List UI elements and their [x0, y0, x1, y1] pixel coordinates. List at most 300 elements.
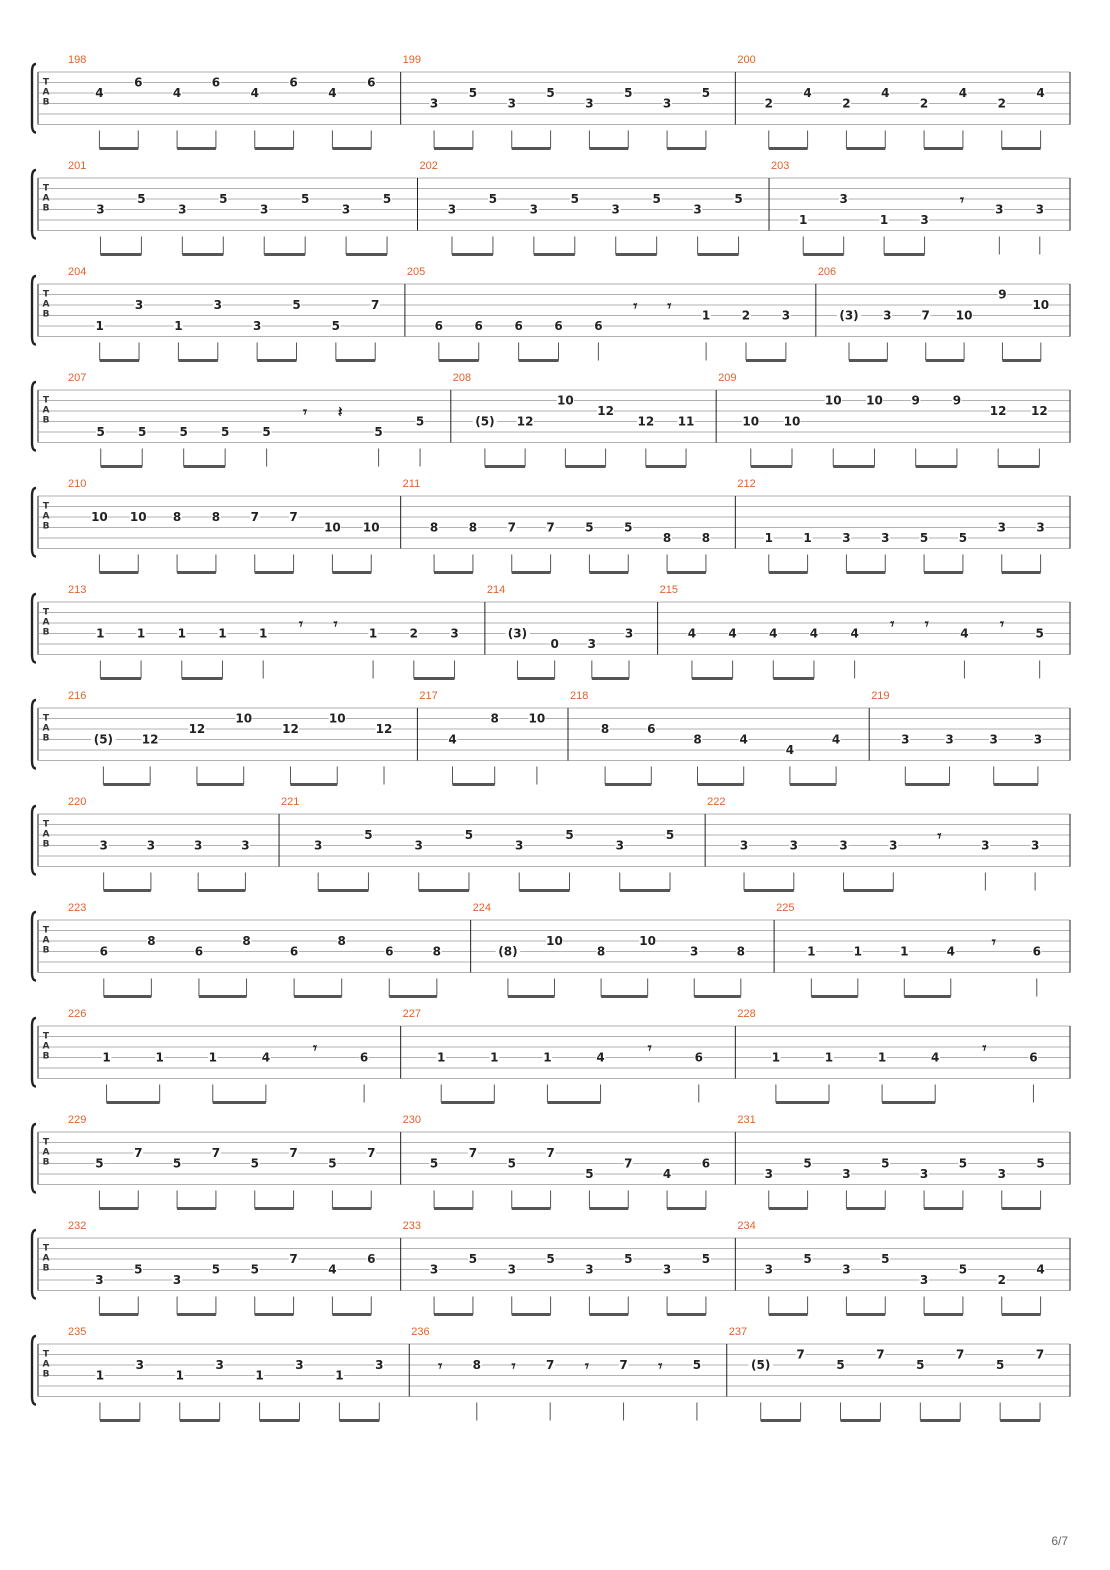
fret-number: 7	[211, 1146, 221, 1160]
fret-number: 3	[587, 637, 597, 651]
fret-number: 3	[901, 732, 910, 747]
fret-number: 7	[134, 1146, 143, 1160]
fret-number: 6	[514, 319, 523, 333]
fret-number: 2	[997, 1273, 1006, 1287]
fret-number: 6	[1029, 1050, 1038, 1065]
staff-system	[32, 902, 1070, 997]
fret-number: 3	[178, 202, 187, 217]
fret-number: 5	[134, 1262, 143, 1277]
staff-system	[32, 1326, 1070, 1421]
page-number: 6/7	[1051, 1534, 1068, 1548]
staff-system	[32, 372, 1070, 467]
fret-number: 0	[550, 637, 559, 651]
fret-number: 1	[543, 1050, 552, 1065]
fret-number: 1	[771, 1050, 781, 1065]
fret-number: (5)	[93, 732, 114, 747]
fret-number: 7	[876, 1347, 885, 1362]
fret-number: 8	[693, 732, 702, 747]
fret-number: 8	[337, 934, 346, 948]
tab-clef-letter: A	[42, 405, 50, 416]
fret-number: 3	[172, 1273, 182, 1287]
fret-number: 5	[250, 1262, 259, 1277]
fret-number: 5	[292, 298, 301, 312]
fret-number: 2	[842, 96, 851, 111]
measure-number: 237	[728, 1326, 748, 1338]
fret-number: (5)	[751, 1358, 771, 1372]
rest-symbol: 𝄽	[337, 403, 343, 421]
measure-number: 234	[737, 1220, 756, 1232]
fret-number: 8	[490, 711, 499, 726]
fret-number: 3	[881, 531, 890, 545]
fret-number: 10	[557, 393, 574, 408]
fret-number: 4	[728, 626, 737, 641]
measure-number: 224	[472, 902, 491, 914]
fret-number: 3	[1030, 838, 1040, 853]
fret-number: 5	[464, 828, 474, 842]
tab-clef-letter: T	[42, 1137, 50, 1148]
measure-number: 209	[718, 372, 737, 384]
fret-number: 8	[429, 520, 439, 535]
staff-bracket	[32, 1230, 36, 1299]
measure-number: 225	[776, 902, 795, 914]
fret-number: 10	[528, 711, 546, 726]
measure-number: 230	[402, 1114, 422, 1126]
fret-number: 5	[546, 1252, 555, 1266]
fret-number: 3	[662, 96, 672, 111]
fret-number: 12	[375, 722, 393, 736]
rest-symbol: 𝄾	[959, 191, 964, 209]
fret-number: 5	[220, 425, 230, 439]
fret-number: 5	[701, 86, 711, 100]
fret-number: 1	[803, 531, 812, 545]
fret-number: 3	[314, 838, 323, 853]
fret-number: 5	[958, 1156, 968, 1171]
fret-number: 3	[146, 838, 156, 853]
fret-number: 5	[624, 520, 633, 535]
tab-clef-letter: B	[42, 733, 50, 744]
measure-number: 213	[68, 584, 87, 596]
rest-symbol: 𝄾	[924, 615, 929, 633]
fret-number: 1	[877, 1050, 887, 1065]
staff-bracket	[32, 64, 36, 133]
fret-number: 4	[687, 626, 697, 641]
fret-number: 4	[172, 86, 182, 100]
measure-number: 217	[419, 690, 438, 702]
fret-number: 3	[429, 96, 439, 111]
measure-number: 200	[737, 54, 756, 66]
rest-symbol: 𝄾	[982, 1039, 987, 1057]
fret-number: 3	[764, 1262, 773, 1277]
fret-number: 10	[955, 308, 973, 323]
fret-number: 6	[134, 75, 143, 90]
tab-clef-letter: T	[42, 713, 50, 724]
fret-number: 5	[468, 1252, 478, 1266]
fret-number: 6	[594, 319, 603, 333]
rest-symbol: 𝄾	[298, 615, 303, 633]
fret-number: 3	[842, 1167, 851, 1181]
fret-number: (5)	[475, 414, 495, 429]
tab-clef-letter: B	[42, 1369, 50, 1380]
fret-number: 8	[211, 510, 221, 524]
fret-number: 6	[694, 1050, 703, 1065]
staff-bracket	[32, 382, 36, 451]
tab-clef-letter: T	[42, 289, 50, 300]
fret-number: 7	[619, 1358, 628, 1372]
measure-number: 210	[68, 478, 87, 490]
fret-number: 5	[172, 1156, 182, 1171]
fret-number: 1	[136, 626, 146, 641]
staff-bracket	[32, 700, 36, 769]
fret-number: 5	[652, 192, 661, 206]
fret-number: 6	[367, 75, 376, 90]
fret-number: 5	[624, 1252, 633, 1266]
rest-symbol: 𝄾	[647, 1039, 652, 1057]
tab-clef-letter: B	[42, 839, 50, 850]
rest-symbol: 𝄾	[658, 1357, 663, 1375]
staff-bracket	[32, 1018, 36, 1087]
fret-number: 3	[615, 838, 624, 853]
tab-clef-letter: A	[42, 1253, 50, 1264]
fret-number: 7	[289, 510, 298, 524]
fret-number: 6	[367, 1252, 376, 1266]
tab-clef-letter: A	[42, 1147, 50, 1158]
measure-number: 198	[68, 54, 87, 66]
fret-number: 7	[371, 298, 380, 312]
fret-number: 1	[175, 1368, 184, 1383]
fret-number: 3	[414, 838, 423, 853]
fret-number: 3	[1035, 202, 1044, 217]
fret-number: 5	[585, 1167, 594, 1181]
staff-bracket	[32, 912, 36, 981]
fret-number: 10	[824, 393, 842, 408]
rest-symbol: 𝄾	[991, 933, 996, 951]
fret-number: 3	[529, 202, 539, 217]
fret-number: 4	[809, 626, 819, 641]
fret-number: 5	[803, 1156, 812, 1171]
tab-clef-letter: T	[42, 77, 50, 88]
measure-number: 203	[771, 160, 790, 172]
fret-number: 5	[96, 425, 105, 439]
fret-number: 12	[141, 732, 159, 747]
fret-number: 4	[958, 86, 968, 100]
fret-number: 1	[96, 626, 105, 641]
measure-number: 218	[570, 690, 589, 702]
fret-number: (3)	[839, 308, 859, 323]
fret-number: 3	[260, 202, 269, 217]
fret-number: 5	[137, 192, 146, 206]
measure-number: 236	[411, 1326, 430, 1338]
measure-number: 202	[419, 160, 438, 172]
fret-number: 8	[701, 531, 711, 545]
fret-number: 1	[368, 626, 378, 641]
fret-number: 1	[807, 944, 816, 959]
fret-number: 5	[382, 192, 392, 206]
rest-symbol: 𝄾	[890, 615, 895, 633]
staff-bracket	[32, 806, 36, 875]
fret-number: 1	[95, 319, 104, 333]
tab-clef-letter: A	[42, 723, 50, 734]
tab-clef-letter: T	[42, 501, 50, 512]
rest-symbol: 𝄾	[584, 1357, 589, 1375]
fret-number: 7	[1035, 1347, 1045, 1362]
fret-number: 3	[96, 202, 105, 217]
fret-number: 7	[507, 520, 516, 535]
fret-number: 12	[597, 404, 614, 418]
fret-number: 3	[919, 1167, 929, 1181]
fret-number: 4	[250, 86, 259, 100]
fret-number: 6	[289, 944, 299, 959]
fret-number: 3	[842, 1262, 851, 1277]
fret-number: 5	[995, 1358, 1005, 1372]
fret-number: 3	[989, 732, 998, 747]
fret-number: (8)	[498, 944, 518, 959]
fret-number: 5	[364, 828, 373, 842]
fret-number: 3	[842, 531, 851, 545]
fret-number: 3	[920, 213, 929, 227]
fret-number: 5	[507, 1156, 516, 1171]
measure-number: 204	[68, 266, 87, 278]
fret-number: 1	[764, 531, 773, 545]
fret-number: 6	[647, 722, 656, 736]
rest-symbol: 𝄾	[312, 1039, 317, 1057]
fret-number: 5	[95, 1156, 104, 1171]
fret-number: 1	[174, 319, 183, 333]
fret-number: 5	[219, 192, 228, 206]
fret-number: 5	[734, 192, 743, 206]
measure-number: 214	[486, 584, 506, 596]
tab-clef-letter: B	[42, 521, 50, 532]
fret-number: 3	[624, 626, 634, 641]
fret-number: 1	[102, 1050, 111, 1065]
fret-number: 3	[781, 308, 791, 323]
fret-number: 5	[1035, 626, 1044, 641]
fret-number: 7	[921, 308, 930, 323]
staff-system	[32, 1114, 1070, 1209]
fret-number: 5	[1036, 1156, 1045, 1171]
fret-number: 8	[432, 944, 442, 959]
fret-number: 7	[545, 1358, 555, 1372]
fret-number: 1	[437, 1050, 446, 1065]
rest-symbol: 𝄾	[633, 297, 638, 315]
fret-number: 5	[916, 1358, 925, 1372]
tab-clef-letter: A	[42, 617, 50, 628]
fret-number: 9	[911, 393, 920, 408]
staff-bracket	[32, 1124, 36, 1193]
fret-number: 3	[611, 202, 620, 217]
fret-number: 3	[447, 202, 457, 217]
tab-clef-letter: T	[42, 1349, 50, 1360]
staff-bracket	[32, 488, 36, 557]
fret-number: 8	[472, 1358, 481, 1372]
fret-number: 10	[328, 711, 346, 726]
fret-number: 3	[193, 838, 203, 853]
fret-number: 3	[883, 308, 892, 323]
measure-number: 222	[707, 796, 726, 808]
fret-number: 3	[945, 732, 954, 747]
fret-number: 2	[919, 96, 929, 111]
fret-number: 10	[1032, 298, 1050, 312]
staff-bracket	[32, 1336, 36, 1405]
fret-number: 4	[931, 1050, 940, 1065]
fret-number: 3	[375, 1358, 384, 1372]
fret-number: 4	[328, 1262, 337, 1277]
fret-number: 8	[468, 520, 478, 535]
fret-number: 4	[803, 86, 812, 100]
fret-number: 12	[1031, 404, 1048, 418]
fret-number: 1	[335, 1368, 344, 1383]
tab-clef-letter: A	[42, 1041, 50, 1052]
fret-number: 6	[474, 319, 483, 333]
fret-number: 10	[235, 711, 253, 726]
fret-number: 6	[359, 1050, 369, 1065]
measure-number: 220	[68, 796, 87, 808]
fret-number: 5	[138, 425, 147, 439]
fret-number: 2	[741, 308, 751, 323]
fret-number: 5	[692, 1358, 702, 1372]
fret-number: 1	[701, 308, 711, 323]
fret-number: 4	[448, 732, 457, 747]
fret-number: 5	[328, 1156, 337, 1171]
fret-number: 4	[785, 743, 795, 757]
tab-clef-letter: A	[42, 87, 50, 98]
tab-clef-letter: A	[42, 1359, 50, 1370]
fret-number: 12	[188, 722, 206, 736]
fret-number: 5	[179, 425, 188, 439]
tab-clef-letter: B	[42, 945, 50, 956]
fret-number: 8	[600, 722, 610, 736]
measure-number: 232	[68, 1220, 87, 1232]
staff-system	[32, 1220, 1070, 1315]
fret-number: 3	[215, 1358, 224, 1372]
tab-clef-letter: B	[42, 203, 50, 214]
rest-symbol: 𝄾	[1000, 615, 1005, 633]
measure-number: 223	[68, 902, 87, 914]
fret-number: 1	[177, 626, 186, 641]
fret-number: 3	[1033, 732, 1043, 747]
tab-clef-letter: T	[42, 925, 50, 936]
fret-number: 6	[289, 75, 298, 90]
fret-number: 6	[434, 319, 444, 333]
fret-number: 12	[989, 404, 1007, 418]
fret-number: 5	[958, 1262, 968, 1277]
fret-number: 3	[662, 1262, 672, 1277]
tab-clef-letter: T	[42, 1243, 50, 1254]
fret-number: 5	[958, 531, 968, 545]
fret-number: 6	[1032, 944, 1041, 959]
measure-number: 235	[68, 1326, 87, 1338]
fret-number: 12	[516, 414, 534, 429]
fret-number: 3	[585, 96, 594, 111]
fret-number: 3	[919, 1273, 929, 1287]
fret-number: 4	[95, 86, 104, 100]
fret-number: 3	[295, 1358, 304, 1372]
tab-clef-letter: T	[42, 395, 50, 406]
fret-number: 11	[677, 414, 695, 429]
staff-system	[32, 478, 1070, 573]
fret-number: 3	[507, 96, 516, 111]
fret-number: 5	[546, 86, 555, 100]
fret-number: 5	[468, 86, 478, 100]
fret-number: 5	[488, 192, 498, 206]
fret-number: 4	[831, 732, 841, 747]
fret-number: 5	[624, 86, 633, 100]
fret-number: 7	[956, 1347, 965, 1362]
fret-number: 2	[409, 626, 418, 641]
fret-number: 1	[824, 1050, 834, 1065]
fret-number: 3	[134, 298, 144, 312]
staff-system	[32, 584, 1070, 679]
fret-number: 4	[739, 732, 748, 747]
fret-number: 5	[300, 192, 310, 206]
fret-number: 3	[515, 838, 524, 853]
fret-number: 6	[99, 944, 108, 959]
fret-number: 10	[742, 414, 760, 429]
measure-number: 199	[402, 54, 422, 66]
fret-number: 1	[259, 626, 268, 641]
tab-clef-letter: T	[42, 819, 50, 830]
staff-system	[32, 160, 1070, 255]
measure-number: 229	[68, 1114, 87, 1126]
fret-number: 4	[662, 1167, 672, 1181]
fret-number: 6	[385, 944, 394, 959]
fret-number: 3	[839, 192, 848, 206]
tab-clef-letter: A	[42, 511, 50, 522]
fret-number: 4	[946, 944, 955, 959]
fret-number: 7	[250, 510, 259, 524]
tab-clef-letter: B	[42, 627, 50, 638]
measure-number: 212	[737, 478, 756, 490]
fret-number: 3	[450, 626, 459, 641]
rest-symbol: 𝄾	[511, 1357, 516, 1375]
fret-number: 7	[289, 1252, 298, 1266]
rest-symbol: 𝄾	[937, 827, 942, 845]
measure-number: 216	[68, 690, 87, 702]
fret-number: 4	[1036, 86, 1045, 100]
fret-number: 8	[662, 531, 672, 545]
fret-number: 3	[839, 838, 848, 853]
fret-number: 5	[250, 1156, 259, 1171]
fret-number: (3)	[507, 626, 528, 641]
fret-number: 10	[129, 510, 147, 524]
fret-number: 1	[208, 1050, 217, 1065]
fret-number: 3	[997, 1167, 1006, 1181]
measure-number: 228	[737, 1008, 756, 1020]
fret-number: 3	[764, 1167, 773, 1181]
staff-bracket	[32, 170, 36, 239]
fret-number: 4	[960, 626, 969, 641]
fret-number: 3	[739, 838, 749, 853]
fret-number: 4	[1036, 1262, 1045, 1277]
fret-number: 5	[919, 531, 929, 545]
fret-number: 1	[879, 213, 889, 227]
measure-number: 205	[406, 266, 426, 278]
measure-number: 233	[402, 1220, 422, 1232]
rest-symbol: 𝄾	[667, 297, 672, 315]
tab-clef-letter: B	[42, 1263, 50, 1274]
fret-number: 1	[799, 213, 808, 227]
fret-number: 5	[881, 1156, 890, 1171]
fret-number: 4	[769, 626, 778, 641]
fret-number: 8	[736, 944, 746, 959]
fret-number: 8	[147, 934, 156, 948]
fret-number: 5	[331, 319, 341, 333]
fret-number: 5	[570, 192, 579, 206]
tab-clef-letter: B	[42, 1051, 50, 1062]
fret-number: 5	[415, 414, 425, 429]
fret-number: 7	[367, 1146, 376, 1160]
staff-bracket	[32, 276, 36, 345]
measure-number: 227	[402, 1008, 422, 1020]
